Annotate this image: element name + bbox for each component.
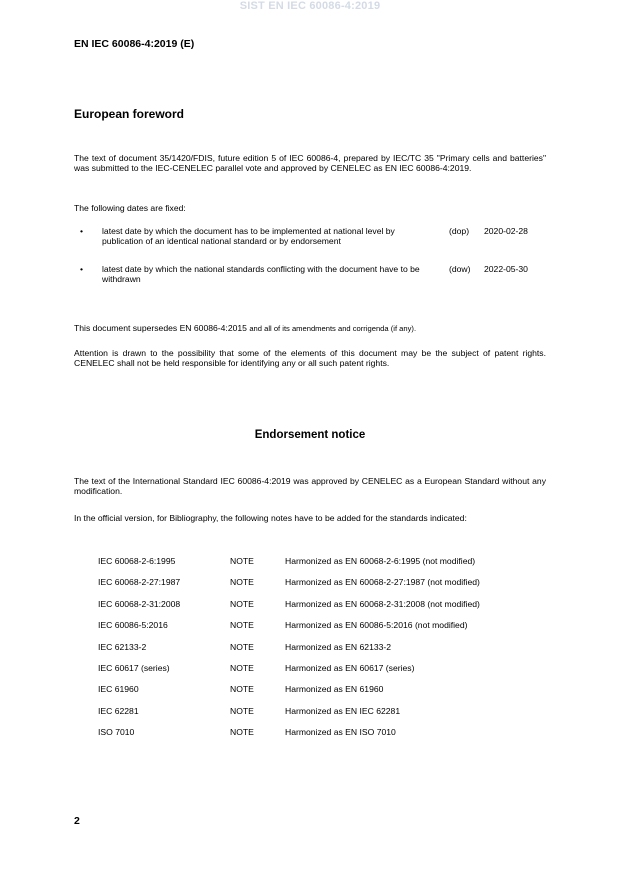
endorsement-heading: Endorsement notice xyxy=(254,429,366,441)
note-standard: IEC 60068-2-6:1995 xyxy=(98,556,176,566)
bibliography-intro: In the official version, for Bibliography, the following notes have to be added for the standards indicated: xyxy=(74,513,467,523)
note-text: Harmonized as EN 60086-5:2016 (not modified) xyxy=(285,620,468,631)
note-text: Harmonized as EN 62133-2 xyxy=(285,641,392,652)
supersedes-main: This document supersedes EN 60086-4:2015 xyxy=(74,323,250,333)
note-text: Harmonized as EN 61960 xyxy=(285,684,384,695)
document-id: EN IEC 60086-4:2019 (E) xyxy=(74,38,195,50)
note-standard: ISO 7010 xyxy=(98,727,135,738)
note-text: Harmonized as EN 60617 (series) xyxy=(285,662,415,673)
supersedes-paragraph xyxy=(74,323,546,334)
supersedes-small: and all of its amendments and corrigenda (if any). xyxy=(249,324,417,333)
date-item-text: latest date by which the national standards conflicting with the document have to be withdrawn xyxy=(102,264,420,285)
foreword-paragraph: The text of document 35/1420/FDIS, future edition 5 of IEC 60086-4, prepared by IEC/TC 35 "Primary cells and batteries" was submitted to the IEC-CENELEC parallel vote and approved by CENELEC as EN IEC 60086-4:2019. xyxy=(74,153,546,174)
date-item-code: (dop) xyxy=(449,226,470,236)
note-label: NOTE xyxy=(230,705,254,716)
note-standard: IEC 60086-5:2016 xyxy=(98,620,168,631)
date-item-date: 2022-05-30 xyxy=(484,264,528,274)
note-label: NOTE xyxy=(230,727,254,738)
endorsement-paragraph: The text of the International Standard IEC 60086-4:2019 was approved by CENELEC as a European Standard without any modification. xyxy=(74,476,546,497)
date-item-date: 2020-02-28 xyxy=(484,226,528,236)
note-standard: IEC 60068-2-31:2008 xyxy=(98,598,181,609)
note-standard: IEC 60617 (series) xyxy=(98,662,170,673)
note-label: NOTE xyxy=(230,598,254,609)
dates-intro: The following dates are fixed: xyxy=(74,203,186,213)
note-text: Harmonized as EN IEC 62281 xyxy=(285,705,401,716)
date-item-code: (dow) xyxy=(449,264,471,274)
patent-paragraph: Attention is drawn to the possibility that some of the elements of this document may be the subject of patent rights. CENELEC shall not be held responsible for identifying any or all such patent rights. xyxy=(74,348,546,369)
note-label: NOTE xyxy=(230,620,254,631)
note-standard: IEC 60068-2-27:1987 xyxy=(98,577,181,588)
note-label: NOTE xyxy=(230,556,254,566)
page-number: 2 xyxy=(74,815,80,827)
bullet-icon: • xyxy=(80,226,84,236)
note-label: NOTE xyxy=(230,577,254,588)
note-label: NOTE xyxy=(230,641,254,652)
note-standard: IEC 62133-2 xyxy=(98,641,147,652)
bullet-icon: • xyxy=(80,264,84,274)
note-standard: IEC 61960 xyxy=(98,684,139,695)
note-standard: IEC 62281 xyxy=(98,705,139,716)
foreword-heading: European foreword xyxy=(74,107,185,121)
note-text: Harmonized as EN 60068-2-27:1987 (not modified) xyxy=(285,577,480,588)
note-text: Harmonized as EN 60068-2-31:2008 (not modified) xyxy=(285,598,480,609)
date-item-text: latest date by which the document has to be implemented at national level by publication of an identical national standard or by endorsement xyxy=(102,226,395,247)
note-label: NOTE xyxy=(230,684,254,695)
note-text: Harmonized as EN 60068-2-6:1995 (not modified) xyxy=(285,556,476,566)
note-label: NOTE xyxy=(230,662,254,673)
note-text: Harmonized as EN ISO 7010 xyxy=(285,727,396,738)
watermark: SIST EN IEC 60086-4:2019 xyxy=(239,0,381,12)
